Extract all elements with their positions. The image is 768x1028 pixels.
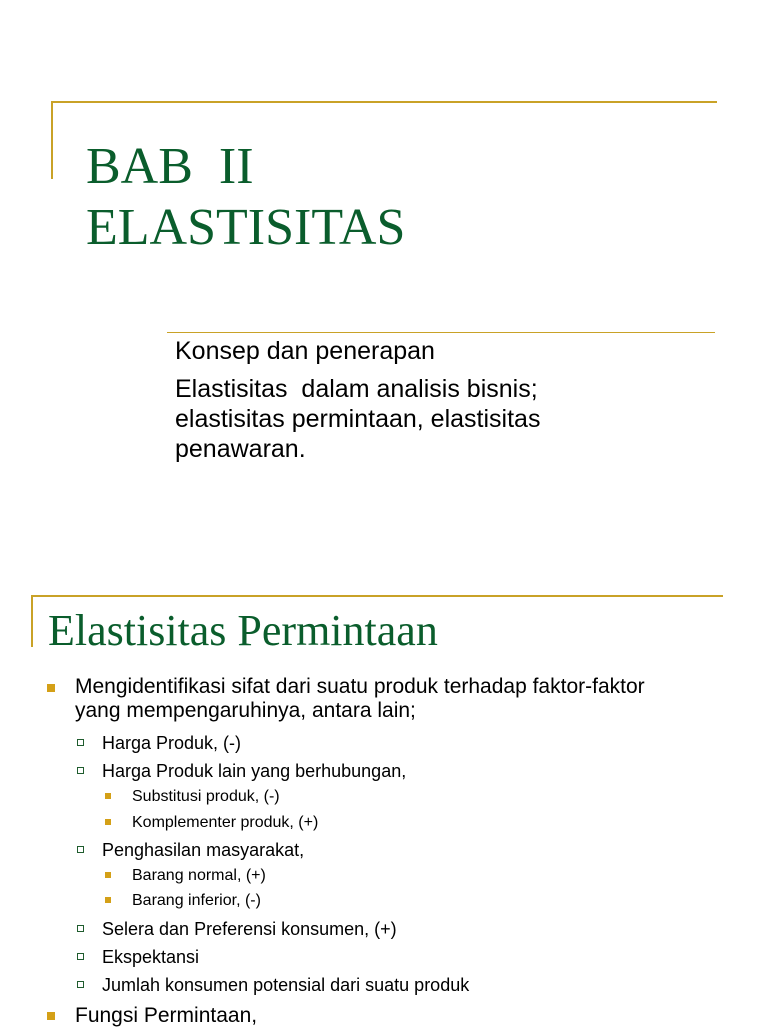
list-item: Barang normal, (+) xyxy=(132,867,266,884)
list-item: Substitusi produk, (-) xyxy=(132,788,280,805)
subtitle-line-1: Konsep dan penerapan xyxy=(175,337,435,365)
open-square-bullet-icon xyxy=(77,925,84,932)
slide-title: Elastisitas Permintaan xyxy=(48,606,438,655)
list-item: Barang inferior, (-) xyxy=(132,892,261,909)
open-square-bullet-icon xyxy=(77,846,84,853)
list-item: Komplementer produk, (+) xyxy=(132,814,319,831)
list-item: Ekspektansi xyxy=(102,947,200,967)
left-accent-line xyxy=(51,101,53,179)
top-accent-line xyxy=(51,101,717,103)
content-slide xyxy=(0,575,768,1027)
square-bullet-icon xyxy=(47,1012,55,1020)
subtitle-divider xyxy=(167,332,715,333)
square-bullet-icon xyxy=(105,793,111,799)
list-item: Harga Produk, (-) xyxy=(102,733,242,753)
subtitle-line-2: Elastisitas dalam analisis bisnis; elastisitas permintaan, elastisitas penawaran. xyxy=(175,375,541,463)
list-item: Jumlah konsumen potensial dari suatu produk xyxy=(102,975,470,995)
subtitle-block xyxy=(175,336,695,464)
square-bullet-icon xyxy=(105,819,111,825)
slide-title xyxy=(86,136,405,258)
title-line-1: BAB II xyxy=(86,138,254,195)
square-bullet-icon xyxy=(105,897,111,903)
list-item: Mengidentifikasi sifat dari suatu produk terhadap faktor-faktor yang mempengaruhinya, antara lain; xyxy=(75,675,645,722)
list-item: Harga Produk lain yang berhubungan, xyxy=(102,761,407,781)
list-item: Selera dan Preferensi konsumen, (+) xyxy=(102,919,397,939)
open-square-bullet-icon xyxy=(77,767,84,774)
list-item: Penghasilan masyarakat, xyxy=(102,840,305,860)
top-accent-line xyxy=(31,595,723,597)
square-bullet-icon xyxy=(47,684,55,692)
open-square-bullet-icon xyxy=(77,739,84,746)
title-line-2: ELASTISITAS xyxy=(86,199,406,256)
open-square-bullet-icon xyxy=(77,981,84,988)
list-item: Fungsi Permintaan, xyxy=(75,1004,258,1027)
square-bullet-icon xyxy=(105,872,111,878)
open-square-bullet-icon xyxy=(77,953,84,960)
left-accent-line xyxy=(31,595,33,647)
